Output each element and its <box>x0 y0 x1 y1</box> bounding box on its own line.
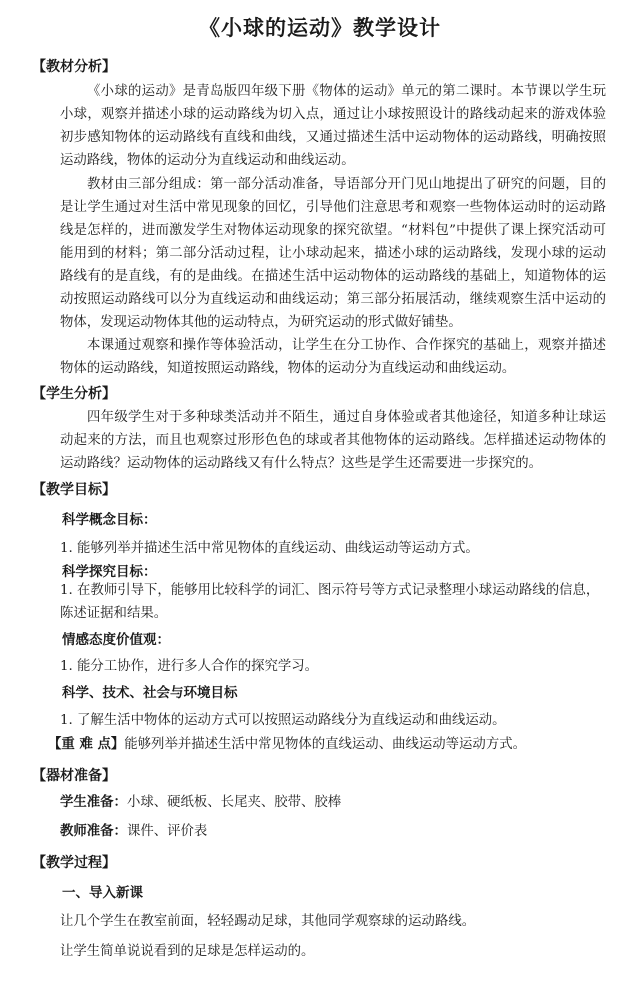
goal-item-concept: 1. 能够列举并描述生活中常见物体的直线运动、曲线运动等运动方式。 <box>60 541 479 556</box>
materials-teacher-label: 教师准备： <box>60 824 127 839</box>
material-analysis-paragraph-1: 《小球的运动》是青岛版四年级下册《物体的运动》单元的第二课时。本节课以学生玩小球，观察并描述小球的运动路线为切入点，通过让小球按照设计的路线动起来的游戏体验初步感知物体的运动路线有直线和曲线，又通过描述生活中运动物体的运动路线，明确按照运动路线，物体的运动分为直线运动和曲线运动。 <box>60 84 606 168</box>
process-step-1-label: 一、导入新课 <box>62 885 143 901</box>
materials-teacher-text: 课件、评价表 <box>126 824 208 839</box>
goal-item-sts: 1. 了解生活中物体的运动方式可以按照运动路线分为直线运动和曲线运动。 <box>60 713 506 728</box>
goal-label-inquiry: 科学探究目标： <box>62 564 157 580</box>
process-step-1-line-2: 让学生简单说说看到的足球是怎样运动的。 <box>60 944 315 959</box>
section-heading-process: 【教学过程】 <box>32 855 116 871</box>
material-analysis-paragraph-3: 本课通过观察和操作等体验活动，让学生在分工协作、合作探究的基础上，观察并描述物体的运动路线，知道按照运动路线，物体的运动分为直线运动和曲线运动。 <box>60 338 606 376</box>
section-heading-teaching-goals: 【教学目标】 <box>32 482 116 498</box>
key-points-text: 能够列举并描述生活中常见物体的直线运动、曲线运动等运动方式。 <box>124 737 526 752</box>
goal-item-attitude: 1. 能分工协作，进行多人合作的探究学习。 <box>60 659 319 674</box>
section-heading-materials: 【器材准备】 <box>32 768 116 784</box>
goal-item-inquiry: 1. 在教师引导下，能够用比较科学的词汇、图示符号等方式记录整理小球运动路线的信息，陈述证据和结果。 <box>60 583 600 621</box>
materials-teacher-row <box>60 820 606 843</box>
materials-student-text: 小球、硬纸板、长尾夹、胶带、胶棒 <box>126 795 342 810</box>
process-step-1-line-1: 让几个学生在教室前面，轻轻踢动足球，其他同学观察球的运动路线。 <box>60 914 476 929</box>
goal-label-concept: 科学概念目标： <box>62 512 157 528</box>
goal-label-attitude: 情感态度价值观： <box>62 632 170 648</box>
document-title: 《小球的运动》教学设计 <box>199 16 441 40</box>
material-analysis-paragraph-2: 教材由三部分组成：第一部分活动准备，导语部分开门见山地提出了研究的问题，目的是让学生通过对生活中常见现象的回忆，引导他们注意思考和观察一些物体运动时的运动路线是怎样的，进而激发学生对物体运动现象的探究欲望。“材料包”中提供了课上探究活动可能用到的材料；第二部分活动过程，让小球动起来，描述小球的运动路线，发现小球的运动路线有的是直线，有的是曲线。在描述生活中运动物体的运动路线的基础上，知道物体的运动按照运动路线可以分为直线运动和曲线运动；第三部分拓展活动，继续观察生活中运动的物体，发现运动物体其他的运动特点，为研究运动的形式做好铺垫。 <box>60 177 606 330</box>
goal-label-sts: 科学、技术、社会与环境目标 <box>62 685 238 701</box>
materials-student-row <box>60 791 606 814</box>
key-points-row <box>48 733 608 756</box>
section-heading-student-analysis: 【学生分析】 <box>32 386 116 402</box>
student-analysis-paragraph: 四年级学生对于多种球类活动并不陌生，通过自身体验或者其他途径，知道多种让球运动起来的方法，而且也观察过形形色色的球或者其他物体的运动路线。怎样描述运动物体的运动路线？运动物体的运动路线又有什么特点？这些是学生还需要进一步探究的。 <box>60 410 606 471</box>
key-points-label: 【重 难 点】 <box>48 737 125 752</box>
materials-student-label: 学生准备： <box>60 795 127 810</box>
section-heading-material-analysis: 【教材分析】 <box>32 59 116 75</box>
